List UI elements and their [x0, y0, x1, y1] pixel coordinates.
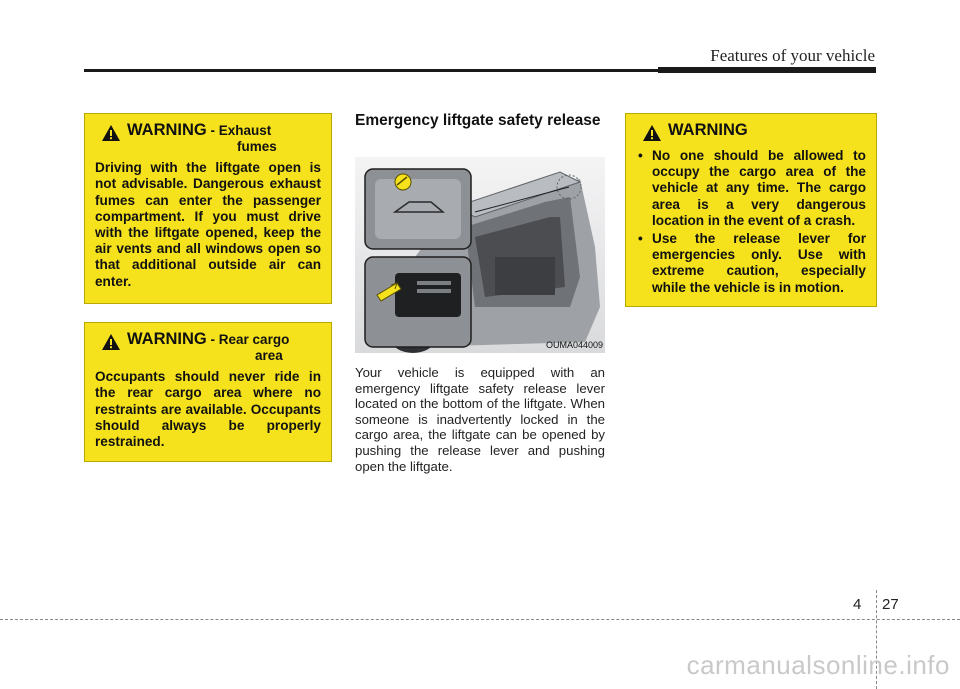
- warning-subtitle-cont: area: [255, 348, 283, 364]
- figure-caption: OUMA044009: [545, 340, 603, 350]
- warning-list-item: • Use the release lever for emergencies only. Use with extreme caution, especially while the vehicle is in motion.: [636, 231, 866, 296]
- warning-header: [95, 331, 321, 363]
- header-title: Features of your vehicle: [710, 46, 875, 65]
- warning-body: Occupants should never ride in the rear cargo area where no restraints are available. Occupants should always be properly restrained.: [95, 369, 321, 450]
- warning-triangle-icon: [101, 124, 121, 142]
- warning-word: WARNING: [668, 121, 748, 139]
- liftgate-illustration: [355, 157, 605, 353]
- warning-triangle-icon: [642, 124, 662, 142]
- chapter-number: 4: [853, 596, 862, 613]
- warning-header: [636, 122, 866, 142]
- watermark: carmanualsonline.info: [686, 650, 950, 680]
- warning-subtitle: - Exhaust: [210, 123, 272, 138]
- warning-subtitle-cont: fumes: [237, 139, 277, 155]
- header-rule-accent: [658, 67, 876, 73]
- page-number: 27: [882, 596, 899, 613]
- warning-body: Driving with the liftgate open is not advisable. Dangerous exhaust fumes can enter the passenger compartment. If you must drive with the liftgate opened, keep the air vents and all windows open so that additional outside air can enter.: [95, 160, 321, 289]
- warning-triangle-icon: [101, 333, 121, 351]
- section-paragraph: Your vehicle is equipped with an emergency liftgate safety release lever located on the bottom of the liftgate. When someone is inadvertently locked in the cargo area, the liftgate can be opened by pushing the release lever and pushing open the liftgate.: [355, 365, 605, 474]
- warning-box-exhaust: [84, 113, 332, 304]
- warning-box-general: [625, 113, 877, 307]
- warning-box-cargo: [84, 322, 332, 462]
- liftgate-figure: [355, 157, 605, 353]
- warning-header: [95, 122, 321, 154]
- warning-subtitle: - Rear cargo: [210, 332, 290, 347]
- warning-word: WARNING: [127, 121, 207, 139]
- warning-list: [636, 148, 866, 296]
- section-title: Emergency liftgate safety release: [355, 112, 601, 129]
- warning-word: WARNING: [127, 330, 207, 348]
- footer-rule: [0, 619, 960, 620]
- warning-list-item: • No one should be allowed to occupy the cargo area of the vehicle at any time. The cargo area is a very dangerous location in the event of a crash.: [636, 148, 866, 229]
